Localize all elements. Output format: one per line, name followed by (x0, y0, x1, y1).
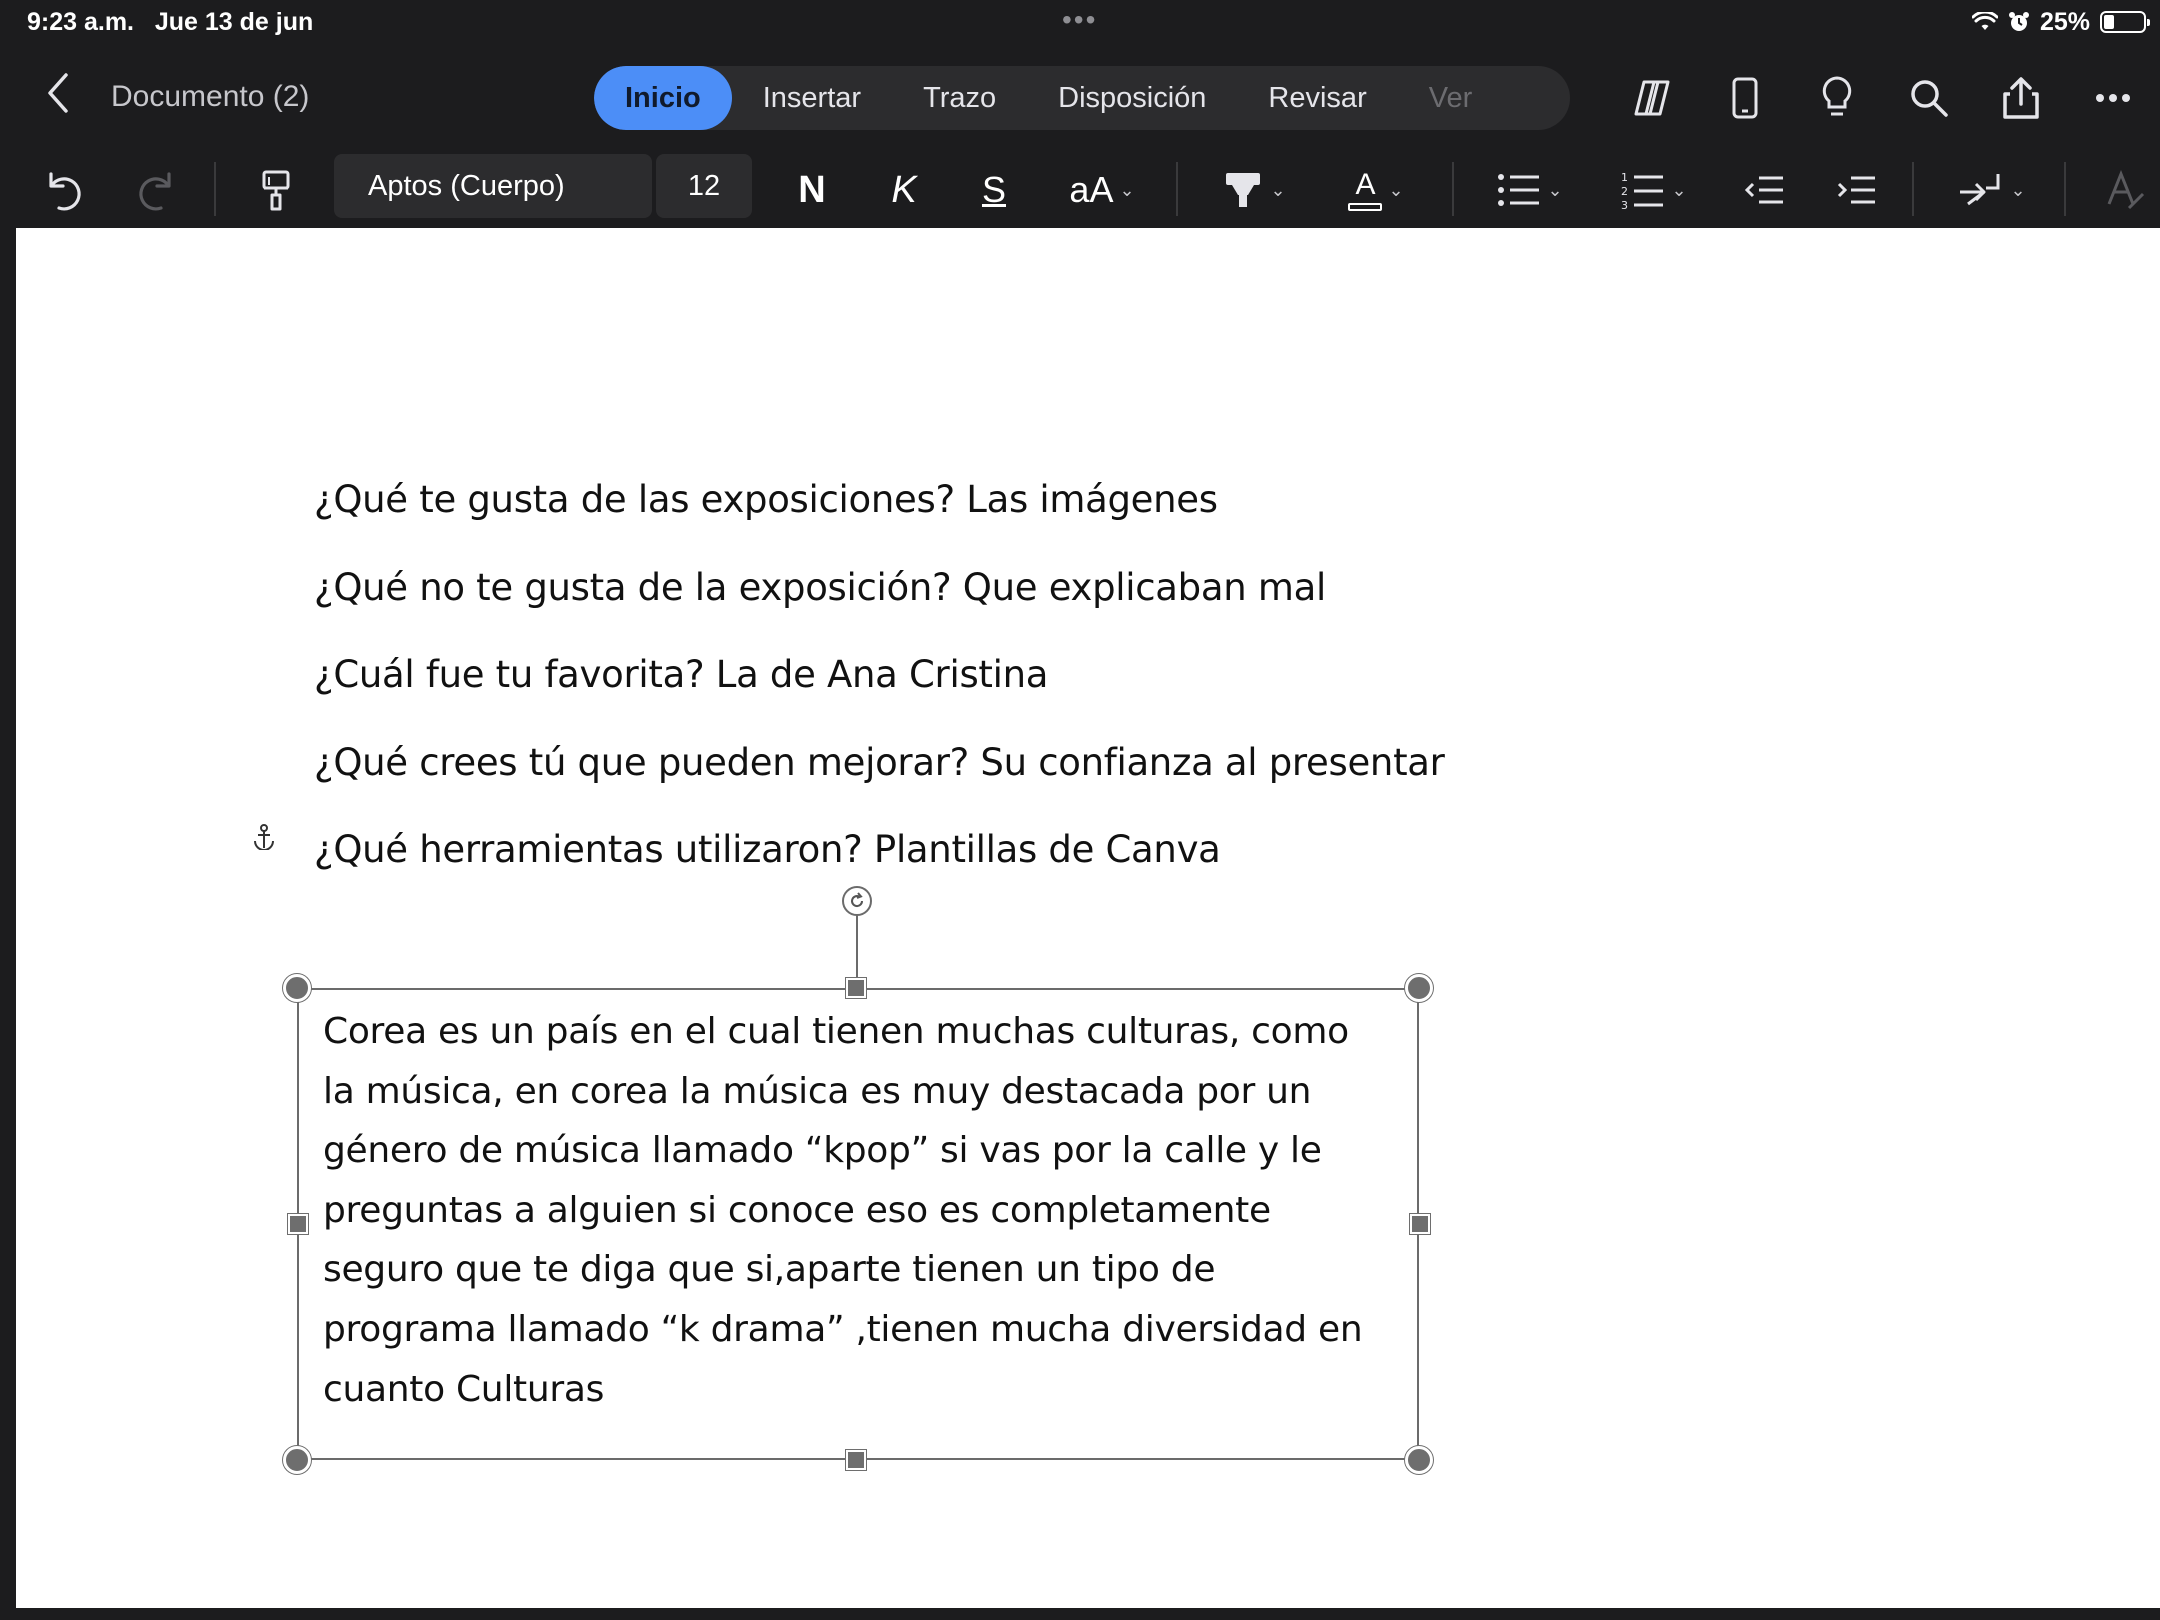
phone-icon (1732, 77, 1758, 119)
share-icon (2002, 76, 2040, 120)
status-bar (0, 0, 2160, 44)
highlight-button[interactable] (1216, 152, 1292, 228)
tab-insertar[interactable]: Insertar (762, 81, 862, 114)
undo-button[interactable] (40, 152, 90, 228)
anchor-icon[interactable] (252, 824, 276, 850)
text-box-line: preguntas a alguien si conoce eso es completamente (323, 1189, 1271, 1231)
status-clock: 9:23 a.m. (27, 8, 135, 36)
question-line[interactable]: ¿Cuál fue tu favorita? La de Ana Cristina (314, 653, 1049, 696)
redo-icon (135, 168, 175, 212)
text-wrap-button[interactable] (1950, 152, 2034, 228)
font-color-icon (1348, 167, 1382, 211)
tab-inicio[interactable]: Inicio (594, 66, 732, 130)
rotation-connector (856, 910, 858, 988)
increase-indent-icon (1837, 175, 1877, 205)
styles-button[interactable] (2100, 152, 2150, 228)
battery-percent: 25% (2039, 7, 2090, 36)
window-edge (0, 1608, 2160, 1620)
more-button[interactable] (2090, 75, 2136, 121)
ideas-button[interactable] (1814, 75, 1860, 121)
svg-text:3: 3 (1621, 199, 1629, 210)
copilot-icon (1630, 78, 1676, 118)
format-painter-button[interactable] (254, 152, 298, 228)
font-color-button[interactable] (1338, 152, 1414, 228)
resize-handle-top-right[interactable] (1405, 974, 1433, 1002)
question-line[interactable]: ¿Qué crees tú que pueden mejorar? Su confianza al presentar (314, 741, 1445, 784)
increase-indent-button[interactable] (1832, 152, 1882, 228)
text-box-line: programa llamado “k drama” ,tienen mucha diversidad en (323, 1308, 1363, 1350)
status-date: Jue 13 de jun (154, 8, 314, 36)
rotate-handle[interactable] (842, 886, 872, 916)
font-name-selector[interactable]: Aptos (Cuerpo) (334, 154, 652, 218)
header-actions (1630, 70, 2136, 126)
bold-button[interactable]: N (798, 168, 826, 211)
numbering-button[interactable] (1614, 152, 1694, 228)
rotate-icon (848, 892, 866, 910)
change-case-button[interactable] (1060, 152, 1144, 228)
numbered-list-icon (1621, 170, 1665, 210)
resize-handle-bottom-left[interactable] (283, 1446, 311, 1474)
text-box[interactable] (297, 988, 1419, 1460)
back-button[interactable] (38, 68, 78, 118)
redo-button[interactable] (130, 152, 180, 228)
tab-ver[interactable]: Ver (1428, 81, 1473, 114)
document-title[interactable]: Documento (2) (111, 80, 310, 113)
chevron-left-icon (47, 73, 69, 113)
search-button[interactable] (1906, 75, 1952, 121)
tab-revisar[interactable]: Revisar (1268, 81, 1367, 114)
tab-trazo[interactable]: Trazo (923, 81, 997, 114)
alarm-icon (2008, 11, 2030, 33)
document-page[interactable] (16, 228, 2160, 1608)
decrease-indent-icon (1745, 175, 1785, 205)
undo-icon (45, 168, 85, 212)
format-painter-icon (261, 169, 291, 211)
text-box-line: género de música llamado “kpop” si vas por la calle y le (323, 1130, 1322, 1172)
question-line[interactable]: ¿Qué no te gusta de la exposición? Que explicaban mal (314, 566, 1326, 609)
search-icon (1909, 78, 1949, 118)
strikethrough-button[interactable]: S (981, 169, 1006, 210)
resize-handle-top-left[interactable] (283, 974, 311, 1002)
chevron-down-icon: ⌄ (1270, 179, 1286, 200)
svg-text:1: 1 (1621, 171, 1629, 184)
change-case-label: aA (1069, 169, 1114, 210)
share-button[interactable] (1998, 75, 2044, 121)
multitasking-dots-icon[interactable]: ••• (1062, 4, 1098, 35)
question-line[interactable]: ¿Qué te gusta de las exposiciones? Las imágenes (314, 478, 1218, 521)
tab-disposicion[interactable]: Disposición (1058, 81, 1207, 114)
window-edge (0, 228, 16, 1608)
text-box-line: seguro que te diga que si,aparte tienen un tipo de (323, 1249, 1216, 1291)
ribbon-tabs (594, 66, 1570, 130)
chevron-down-icon: ⌄ (2010, 179, 2026, 200)
resize-handle-right[interactable] (1410, 1214, 1430, 1234)
font-size-selector[interactable]: 12 (656, 154, 752, 218)
chevron-down-icon: ⌄ (1671, 179, 1687, 200)
toolbar-divider (214, 162, 216, 216)
decrease-indent-button[interactable] (1740, 152, 1790, 228)
format-toolbar (0, 152, 2160, 228)
svg-text:2: 2 (1621, 185, 1629, 198)
toolbar-divider (1912, 162, 1914, 216)
resize-handle-bottom[interactable] (846, 1450, 866, 1470)
copilot-button[interactable] (1630, 75, 1676, 121)
status-time (27, 8, 313, 37)
wifi-icon (1972, 12, 1998, 32)
chevron-down-icon: ⌄ (1388, 179, 1404, 200)
text-box-line: la música, en corea la música es muy destacada por un (323, 1070, 1312, 1112)
highlighter-icon (1222, 169, 1264, 211)
resize-handle-left[interactable] (288, 1214, 308, 1234)
toolbar-divider (1452, 162, 1454, 216)
bullets-button[interactable] (1490, 152, 1570, 228)
question-line[interactable]: ¿Qué herramientas utilizaron? Plantillas de Canva (314, 828, 1221, 871)
toolbar-divider (2064, 162, 2066, 216)
more-icon (2095, 93, 2131, 103)
text-box-line: cuanto Culturas (323, 1368, 605, 1410)
mobile-view-button[interactable] (1722, 75, 1768, 121)
lightbulb-icon (1821, 76, 1853, 120)
font-color-swatch (1348, 203, 1382, 211)
toolbar-divider (1176, 162, 1178, 216)
resize-handle-top[interactable] (846, 978, 866, 998)
chevron-down-icon: ⌄ (1547, 179, 1563, 200)
text-box-line: Corea es un país en el cual tienen muchas culturas, como (323, 1011, 1349, 1052)
status-indicators (1972, 6, 2146, 38)
battery-icon (2100, 11, 2146, 33)
text-box-content[interactable] (323, 1002, 1393, 1419)
resize-handle-bottom-right[interactable] (1405, 1446, 1433, 1474)
title-bar (0, 44, 2160, 152)
italic-button[interactable]: K (891, 168, 917, 211)
chevron-down-icon: ⌄ (1119, 179, 1135, 200)
wrap-text-icon (1958, 170, 2004, 210)
styles-icon (2105, 170, 2145, 210)
bullet-list-icon (1497, 173, 1541, 207)
font-color-letter: A (1355, 167, 1376, 201)
